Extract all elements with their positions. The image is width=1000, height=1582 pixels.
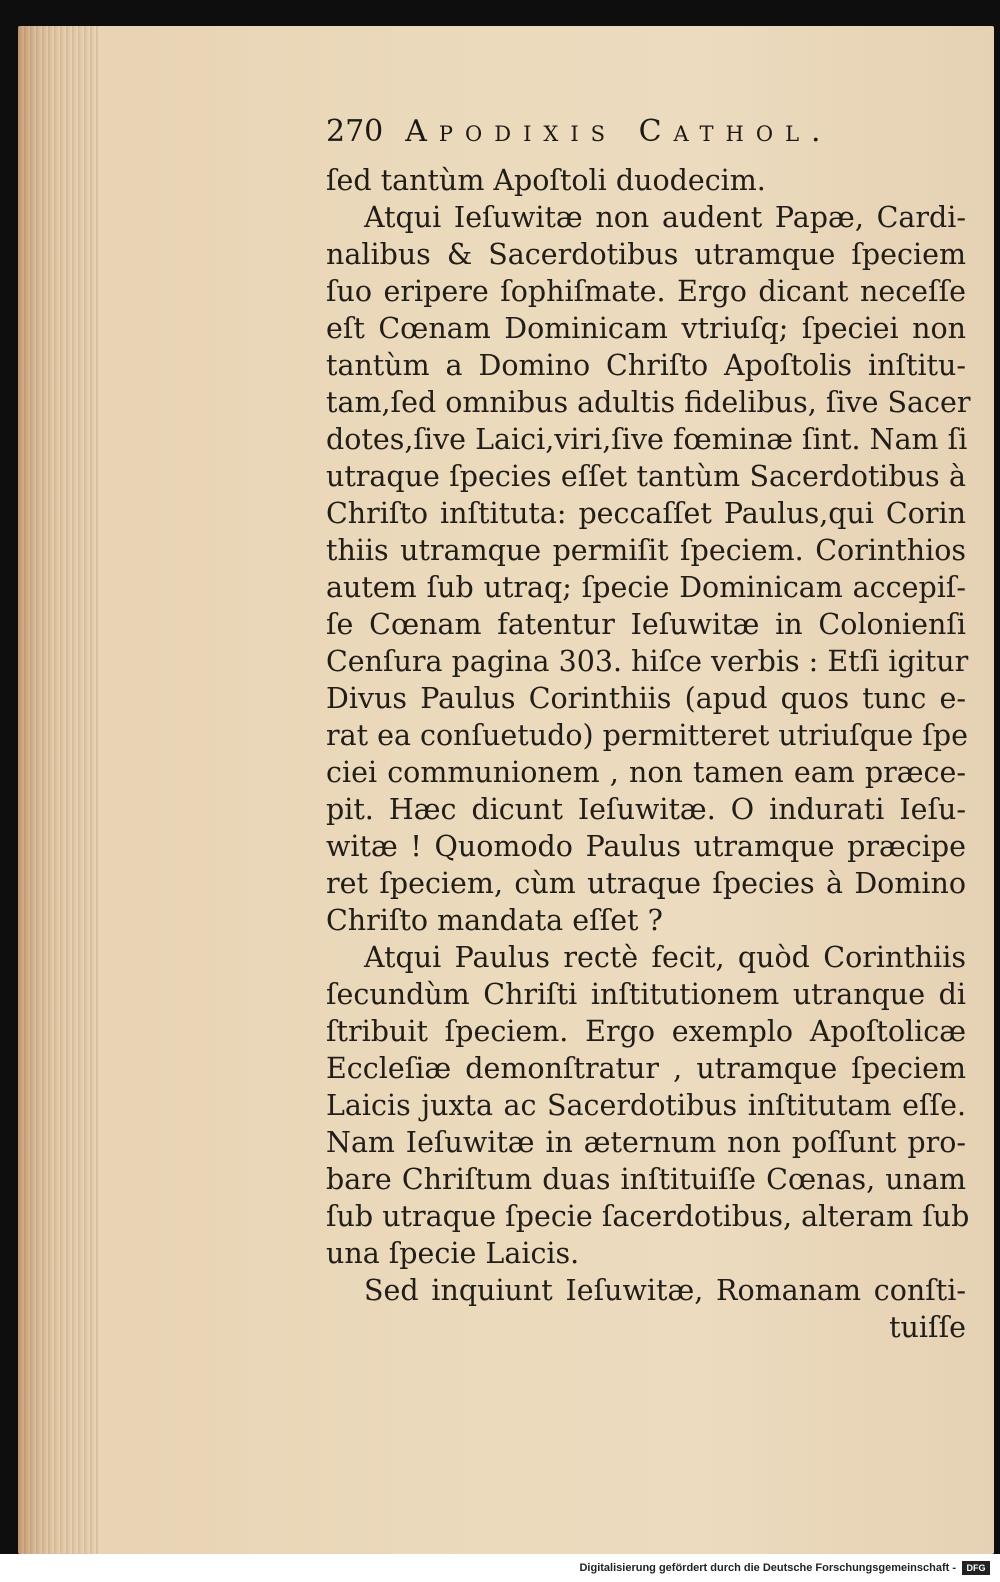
text-line: nalibus & Sacerdotibus utramque ſpeciem — [326, 238, 966, 271]
text-line: witæ ! Quomodo Paulus utramque præcipe — [326, 830, 966, 863]
text-line: ſub utraque ſpecie ſacerdotibus, alteram ſub — [326, 1200, 970, 1233]
text-line: bare Chriſtum duas inſtituiſſe Cœnas, unam — [326, 1163, 966, 1196]
text-line: ſe Cœnam fatentur Ieſuwitæ in Colonienſi — [326, 608, 966, 641]
text-line: tam,ſed omnibus adultis fidelibus, ſive Sacer — [326, 386, 971, 419]
text-line: Chriſto mandata eſſet ? — [326, 904, 663, 937]
page-edge-shadow — [18, 26, 98, 1554]
running-title: Apodixis Cathol. — [405, 114, 833, 149]
catchword: tuiſſe — [889, 1311, 966, 1344]
page-number: 270 — [326, 114, 384, 149]
text-line: ſtribuit ſpeciem. Ergo exemplo Apoſtolicæ — [326, 1015, 966, 1048]
text-line: Sed inquiunt Ieſuwitæ, Romanam conſti- — [364, 1274, 966, 1307]
text-line: Atqui Paulus rectè fecit, quòd Corinthiis — [364, 941, 966, 974]
text-line: Nam Ieſuwitæ in æternum non poſſunt pro- — [326, 1126, 966, 1159]
text-line: utraque ſpecies eſſet tantùm Sacerdotibus à — [326, 460, 966, 493]
text-line: Atqui Ieſuwitæ non audent Papæ, Cardi- — [364, 201, 966, 234]
text-line: ſed tantùm Apoſtoli duodecim. — [326, 164, 766, 197]
text-line: Chriſto inſtituta: peccaſſet Paulus,qui Corin — [326, 497, 966, 530]
text-line: Divus Paulus Corinthiis (apud quos tunc e- — [326, 682, 966, 715]
text-line: ret ſpeciem, cùm utraque ſpecies à Domino — [326, 867, 966, 900]
text-line: ciei communionem , non tamen eam præce- — [326, 756, 966, 789]
text-line: ſuo eripere ſophiſmate. Ergo dicant neceſſe — [326, 275, 966, 308]
text-line: dotes,ſive Laici,viri,ſive fœminæ ſint. Nam ſi — [326, 423, 968, 456]
text-line: eſt Cœnam Dominicam vtriuſq; ſpeciei non — [326, 312, 966, 345]
text-line: thiis utramque permiſit ſpeciem. Corinthios — [326, 534, 966, 567]
text-line: ſecundùm Chriſti inſtitutionem utranque di — [326, 978, 966, 1011]
dfg-logo-icon: DFG — [962, 1561, 990, 1575]
text-line: tantùm a Domino Chriſto Apoſtolis inſtitu- — [326, 349, 966, 382]
text-line: rat ea conſuetudo) permitteret utriuſque ſpe — [326, 719, 968, 752]
text-line: Cenſura pagina 303. hiſce verbis : Etſi igitur — [326, 645, 969, 678]
text-line: Laicis juxta ac Sacerdotibus inſtitutam eſſe. — [326, 1089, 966, 1122]
text-line: Eccleſiæ demonſtratur , utramque ſpeciem — [326, 1052, 966, 1085]
digitization-footer — [0, 1554, 1000, 1582]
text-line: autem ſub utraq; ſpecie Dominicam accepiſ- — [326, 571, 966, 604]
body-text — [326, 162, 971, 1346]
text-line: pit. Hæc dicunt Ieſuwitæ. O indurati Ieſu- — [326, 793, 966, 826]
text-line: una ſpecie Laicis. — [326, 1237, 580, 1270]
page-header — [326, 114, 966, 160]
funding-notice: Digitalisierung gefördert durch die Deutsche Forschungsgemeinschaft - — [579, 1562, 956, 1574]
